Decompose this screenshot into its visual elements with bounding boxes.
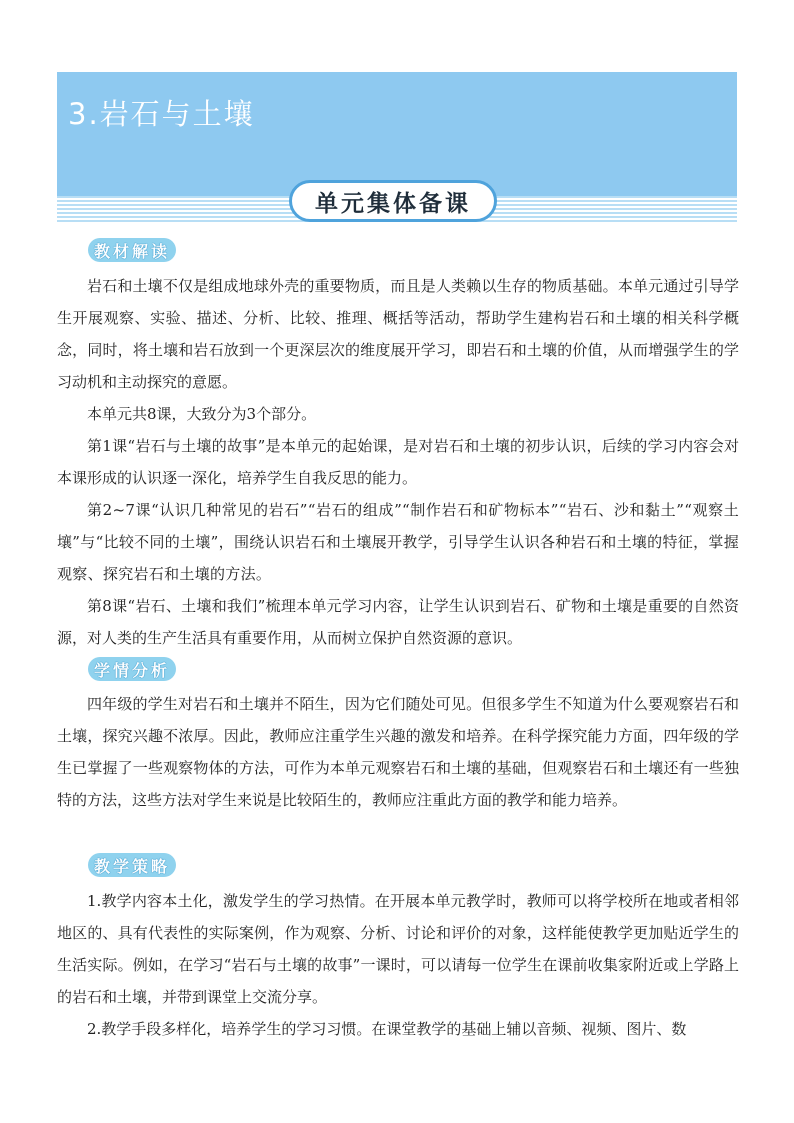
chapter-title: 3.岩石与土壤 [68, 97, 255, 131]
paragraph: 第8课“岩石、土壤和我们”梳理本单元学习内容，让学生认识到岩石、矿物和土壤是重要的自然资源，对人类的生产生活具有重要作用，从而树立保护自然资源的意识。 [57, 597, 739, 647]
paragraph: 四年级的学生对岩石和土壤并不陌生，因为它们随处可见。但很多学生不知道为什么要观察岩石和土壤，探究兴趣不浓厚。因此，教师应注重学生兴趣的激发和培养。在科学探究能力方面，四年级的学生已掌握了一些观察物体的方法，可作为本单元观察岩石和土壤的基础，但观察岩石和土壤还有一些独特的方法，这些方法对学生来说是比较陌生的，教师应注重此方面的教学和能力培养。 [57, 695, 739, 809]
paragraph: 本单元共8课，大致分为3个部分。 [87, 405, 317, 423]
section-badge-teaching-strategy: 教学策略 [88, 853, 176, 877]
section-badge-student-analysis: 学情分析 [88, 657, 176, 681]
paragraph: 岩石和土壤不仅是组成地球外壳的重要物质，而且是人类赖以生存的物质基础。本单元通过引导学生开展观察、实验、描述、分析、比较、推理、概括等活动，帮助学生建构岩石和土壤的相关科学概念，同时，将土壤和岩石放到一个更深层次的维度展开学习，即岩石和土壤的价值，从而增强学生的学习动机和主动探究的意愿。 [57, 277, 739, 391]
paragraph: 2.教学手段多样化，培养学生的学习习惯。在课堂教学的基础上辅以音频、视频、图片、数 [87, 1020, 687, 1038]
paragraph: 第1课“岩石与土壤的故事”是本单元的起始课，是对岩石和土壤的初步认识，后续的学习内容会对本课形成的认识逐一深化，培养学生自我反思的能力。 [57, 437, 739, 487]
unit-label: 单元集体备课 [289, 180, 497, 222]
section-badge-textbook: 教材解读 [88, 238, 176, 262]
paragraph: 1.教学内容本土化，激发学生的学习热情。在开展本单元教学时，教师可以将学校所在地或者相邻地区的、具有代表性的实际案例，作为观察、分析、讨论和评价的对象，这样能使教学更加贴近学生的生活实际。例如，在学习“岩石与土壤的故事”一课时，可以请每一位学生在课前收集家附近或上学路上的岩石和土壤，并带到课堂上交流分享。 [57, 892, 739, 1006]
paragraph: 第2~7课“认识几种常见的岩石”“岩石的组成”“制作岩石和矿物标本”“岩石、沙和黏土”“观察土壤”与“比较不同的土壤”，围绕认识岩石和土壤展开教学，引导学生认识各种岩石和土壤的特征，掌握观察、探究岩石和土壤的方法。 [57, 501, 739, 583]
chapter-banner [57, 72, 737, 196]
